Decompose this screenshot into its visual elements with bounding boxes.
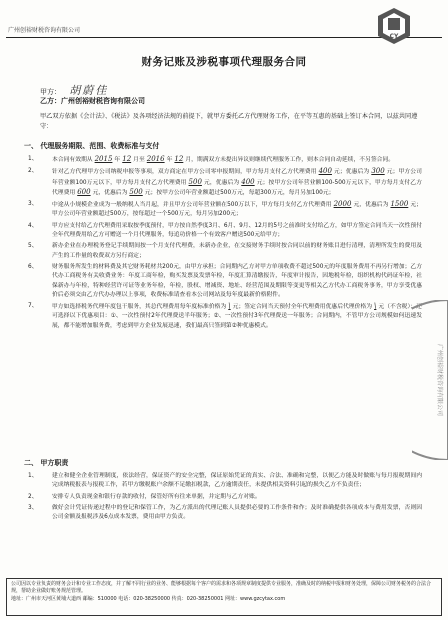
clause-5: 5、 新办企业在办理税务登记手续期间按一个月支付代理费，未新办企业，在交接财务手续时按合同以前的财务账目进行清理，清理所发生的费用及产生的工作量的收费双方另行商定；	[28, 243, 422, 259]
footer-notice	[6, 578, 442, 616]
clause-2: 2、 针对乙方代理甲方公司纳税申报等事项，双方商定在甲方公司零申报期间，甲方每月支付乙方代理费用 400 元；优惠后为 300 元；甲方公司年营业额100万元以下，甲方每月支付乙方代理费用 500 元，优惠后为 400 元；按甲方公司年营业额100-500万元以下，甲方每月支付乙方代理费用 600 元，优惠后为 500 元；按甲方公司年营业额超过500万元，每超300万元，每月另加100元；	[28, 167, 422, 196]
duty-1: 1、 建立和健全企业管理制度，依法经营，保证资产的安全完整，保证原始凭证的真实、合法、准确和完整，以便乙方能及时做账与每月报税期间内完成纳税报表与报税工作，若甲方缴税账户余额不足缴扣税款，乙方逾期责任，未提供相关资料引起的损失乙方不负责任；	[28, 473, 422, 489]
intro-paragraph: 甲乙双方依据《会计法》、《税法》及各项经济法规的前提下，就甲方委托乙方代理财务工作，在平等互惠的基础上签订本合同，以兹共同遵守：	[40, 113, 418, 130]
company-header: 广州创裕财税咨询有限公司	[8, 27, 81, 34]
section-1-clauses	[24, 155, 422, 333]
party-a-handwritten-name: 胡蔚佳	[69, 84, 109, 97]
clause-7: 7、 甲方如选择税务代理年度包干服务，其总代理费用每年度标准价格为 \ 元；签定合同当天预付全年代理费用优惠后代理价格为 \ 元（不含税）；还可选择以下优惠项目：①、一次性预付2年代理费送半年服务；②、一次性预付3年代理费送一年服务；合同期内，不管甲方公司规模如何迅速发展，都不能增加服务费，考虑到甲方企业发展迅速，我们最高只签到第②种优惠模式。	[28, 302, 422, 329]
clause-6: 6、 财务服务所发生的材料费及其它财务耗材共200元，由甲方承担；合同期内乙方对甲方单项收费不超过500元的年度服务费用不再另行增加；乙方代办工商税务有关收费业务：年度工商年检，购买发票及发票年检，年度汇算清缴报告，年度审计报告，因地税年检，组织机构代码证年检，社保新办与年检，特种经营许可证等业务年检，年检，股权、增减资、地址、经营范围及期限等变更等相关乙方代办工商税务事务，甲方享受优惠价后必须交由乙方代办办理以上事项，收费标准请查看本公司网站及每年度最新价格附件。	[28, 263, 422, 298]
duty-3: 3、 做好会计凭证传递过程中的登记和保管工作，为乙方派出的代理记账人员提供必要的工作条件和作；及时准确提供各项成本与费用发票，否则因公司金额及报税涉及6点成本发票，费用由甲方负责。	[28, 504, 422, 521]
fill-start-month: 12	[122, 155, 132, 163]
party-a-label: 甲方：	[40, 88, 61, 96]
clause-3: 3、 中途从小规模企业成为一般纳税人当月起，并且甲方公司年营业额在500万以下，甲方每月支付乙方代理费用 2000 元，优惠后为 1500 元；甲方公司年营业额超过500万，按每超过一个500万元，每月另加200元；	[28, 200, 422, 218]
fill-end-month: 12	[174, 155, 184, 163]
svg-text:广州创裕财税咨询有限公司: 广州创裕财税咨询有限公司	[436, 343, 443, 417]
section-2-title: 二、 甲方职责	[24, 459, 69, 467]
footer-notice-text: 公司因以专业负责的财务会计和专业工作态度，并了解不同行业的业务、能够根据每个客户的需求和各项规章制度提供专业服务，准确及时的纳税申报和财务处理，保障公司财务税务的合法合规，帮助企业做好账务规范管理。	[11, 581, 432, 595]
fill-start-year: 2015	[94, 155, 113, 163]
page-title: 财务记账及涉税事项代理服务合同	[141, 56, 307, 68]
party-b-line	[40, 96, 145, 106]
svg-text:CY: CY	[389, 33, 399, 40]
clause-1: 1、 本合同有效期从 2015 年 12 月至 2016 年 12 月，期满双方未提出异议则继续代理服务工作，则本合同自动延续，不另签合同。	[28, 155, 395, 163]
footer-contact: 地址：广州市天河区黄埔大道西 邮编：510000 电话：020-38250000 传真：020-38250001 网址：www.gzcytax.com	[11, 595, 286, 602]
company-logo-icon	[374, 6, 414, 46]
duty-2: 2、 安排专人负责现金和银行存款的收付，保管好所有往来单据，并定期与乙方对账。	[28, 493, 261, 500]
fill-end-year: 2016	[146, 155, 165, 163]
section-2-clauses	[24, 472, 422, 524]
section-1-title: 一、 代理服务期限、范围、收费标准与支付	[24, 142, 160, 150]
party-b-label: 乙方：	[40, 97, 61, 105]
party-b-name: 广州创裕财税咨询有限公司	[61, 97, 145, 105]
company-seal-stamp	[412, 300, 448, 460]
clause-4: 4、 甲方应支付给乙方代理费用采取按季度预付，甲方按自然季度3月、6月、9月、12月的5号之前准时支付给乙方，如甲方签定合同当天一次性预付全年代理费用给乙方可赠送一个月代理服务，每追功价格一个有效客户赠送500元给甲方；	[28, 222, 422, 239]
